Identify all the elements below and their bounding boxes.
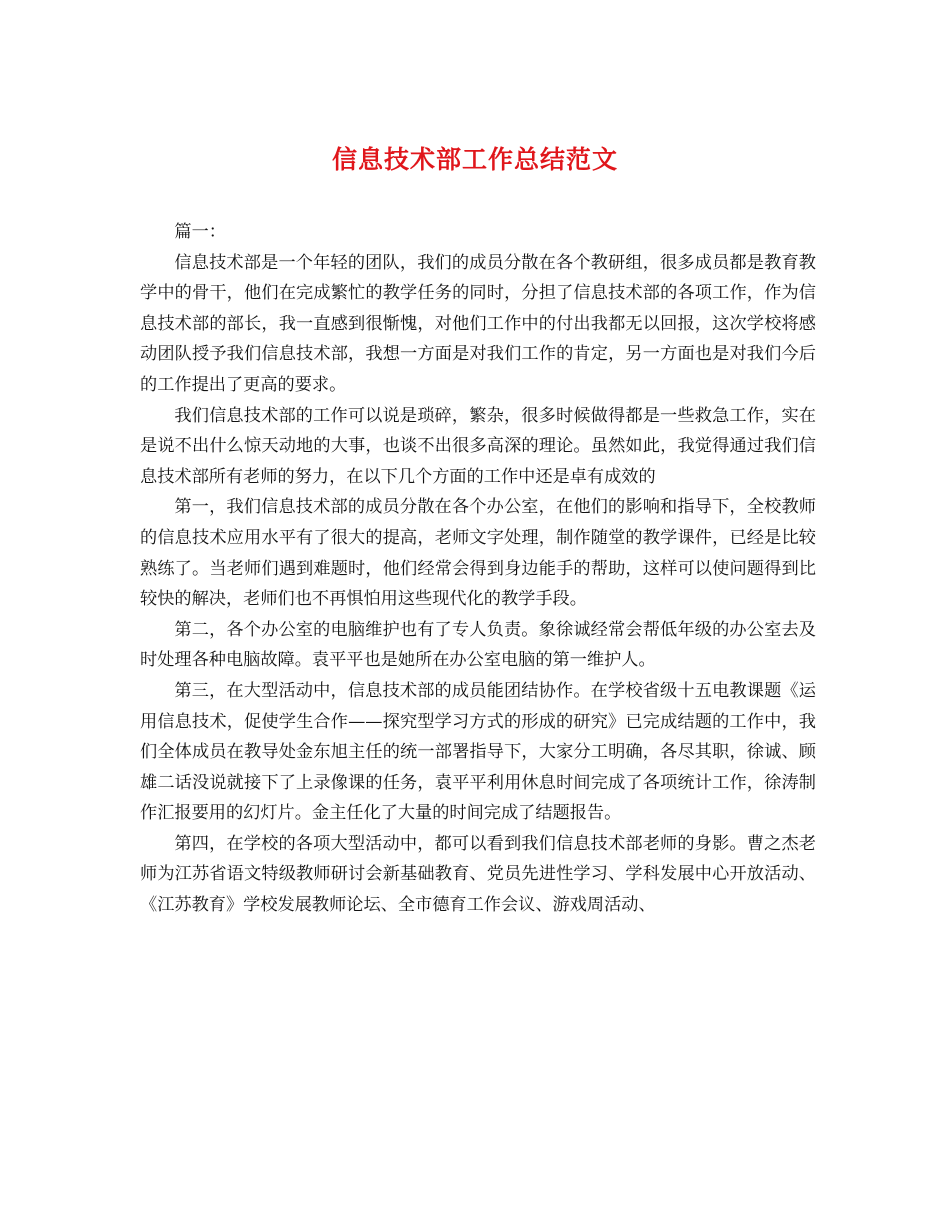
document-title: 信息技术部工作总结范文	[331, 145, 618, 174]
paragraph: 第四，在学校的各项大型活动中，都可以看到我们信息技术部老师的身影。曹之杰老师为江苏省语文特级教师研讨会新基础教育、党员先进性学习、学科发展中心开放活动、《江苏教育》学校发展教师论坛、全市德育工作会议、游戏周活动、	[140, 833, 816, 916]
paragraph: 我们信息技术部的工作可以说是琐碎，繁杂，很多时候做得都是一些救急工作，实在是说不出什么惊天动地的大事，也谈不出很多高深的理论。虽然如此，我觉得通过我们信息技术部所有老师的努力，在以下几个方面的工作中还是卓有成效的	[140, 405, 816, 487]
paragraph: 信息技术部是一个年轻的团队，我们的成员分散在各个教研组，很多成员都是教育教学中的骨干，他们在完成繁忙的教学任务的同时，分担了信息技术部的各项工作，作为信息技术部的部长，我一直感到很惭愧，对他们工作中的付出我都无以回报，这次学校将感动团队授予我们信息技术部，我想一方面是对我们工作的肯定，另一方面也是对我们今后的工作提出了更高的要求。	[140, 252, 816, 395]
paragraph: 第一，我们信息技术部的成员分散在各个办公室，在他们的影响和指导下，全校教师的信息技术应用水平有了很大的提高，老师文字处理，制作随堂的教学课件，已经是比较熟练了。当老师们遇到难题时，他们经常会得到身边能手的帮助，这样可以使问题得到比较快的解决，老师们也不再惧怕用这些现代化的教学手段。	[140, 497, 816, 610]
paragraph-heading: 篇一：	[174, 222, 226, 242]
paragraph: 第三，在大型活动中，信息技术部的成员能团结协作。在学校省级十五电教课题《运用信息技术，促使学生合作——探究型学习方式的形成的研究》已完成结题的工作中，我们全体成员在教导处金东旭主任的统一部署指导下，大家分工明确，各尽其职，徐诚、顾雄二话没说就接下了上录像课的任务，袁平平利用休息时间完成了各项统计工作，徐涛制作汇报要用的幻灯片。金主任化了大量的时间完成了结题报告。	[140, 680, 816, 824]
paragraph: 第二，各个办公室的电脑维护也有了专人负责。象徐诚经常会帮低年级的办公室去及时处理各种电脑故障。袁平平也是她所在办公室电脑的第一维护人。	[140, 619, 816, 671]
document-body	[140, 217, 816, 921]
